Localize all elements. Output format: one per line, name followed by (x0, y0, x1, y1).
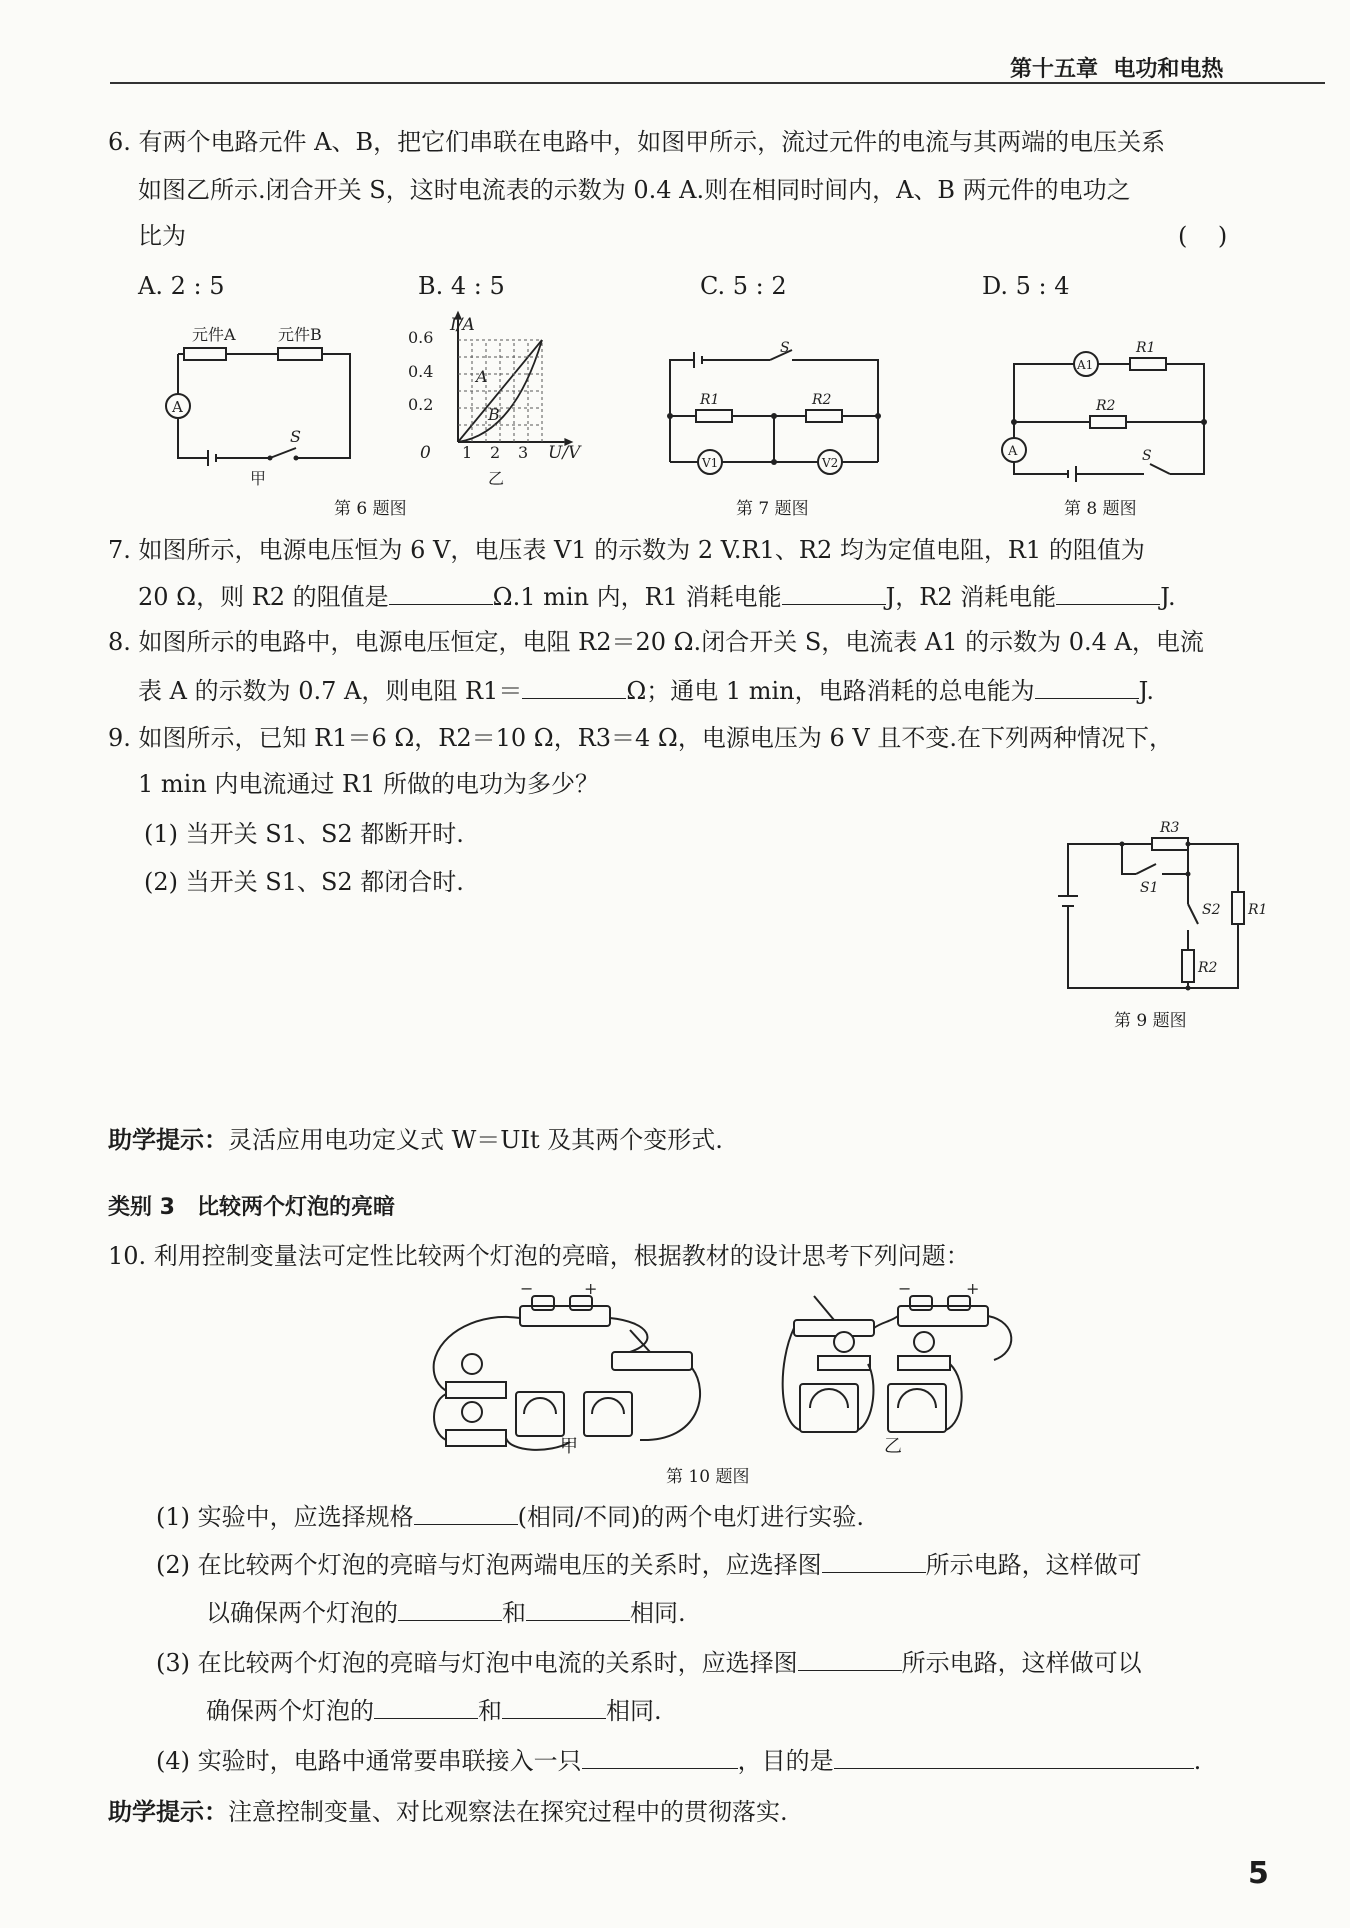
answer-paren: ( ) (1178, 222, 1228, 250)
hint-1 (108, 1124, 723, 1156)
answer-blank[interactable] (526, 1596, 630, 1621)
fig9-caption: 第 9 题图 (1114, 1011, 1187, 1031)
chapter-header (1010, 52, 1223, 83)
q10-s2-text-e: 相同. (630, 1599, 686, 1627)
fig9-circuit (1052, 810, 1272, 1000)
fig10-jia-minus: − (520, 1279, 534, 1298)
q10-s1-text-a: (1) 实验中，应选择规格 (156, 1503, 414, 1531)
answer-blank[interactable] (1056, 580, 1160, 605)
fig7-circuit (660, 338, 890, 488)
q10-sub3-line1 (156, 1646, 1142, 1679)
header-rule (110, 82, 1325, 84)
q6-option-b: B. 4 : 5 (418, 272, 505, 300)
category-3-heading: 类别 3 比较两个灯泡的亮暗 (108, 1195, 395, 1220)
q8-line2 (138, 674, 1154, 707)
fig9-r3-label: R3 (1160, 820, 1180, 836)
curve-a-label: A (476, 367, 488, 386)
fig8-a1-label: A1 (1077, 358, 1094, 372)
q10-s3-text-b: 所示电路，这样做可以 (901, 1649, 1142, 1677)
fig7-caption: 第 7 题图 (736, 499, 809, 519)
fig-jia-label: 甲 (250, 469, 267, 488)
q10-s3-text-e: 相同. (606, 1697, 662, 1725)
q6-option-d: D. 5 : 4 (982, 272, 1070, 300)
fig10-caption: 第 10 题图 (666, 1467, 750, 1487)
answer-blank[interactable] (822, 1548, 926, 1573)
elem-a-label: 元件A (192, 325, 236, 344)
q10-sub2-line1 (156, 1548, 1142, 1581)
x-tick-1: 1 (462, 443, 473, 462)
q10-s1-text-b: (相同/不同)的两个电灯进行实验. (517, 1503, 865, 1531)
fig8-r2-label: R2 (1096, 398, 1116, 414)
y-tick-0.2: 0.2 (408, 395, 434, 414)
fig7-v2-label: V2 (822, 456, 839, 470)
answer-blank[interactable] (798, 1646, 902, 1671)
q10-intro: 10. 利用控制变量法可定性比较两个灯泡的亮暗，根据教材的设计思考下列问题： (108, 1242, 970, 1270)
q10-s2-text-a: (2) 在比较两个灯泡的亮暗与灯泡两端电压的关系时，应选择图 (156, 1551, 822, 1579)
q6-option-c: C. 5 : 2 (700, 272, 787, 300)
q10-sub4 (156, 1744, 1201, 1777)
fig9-s1-label: S1 (1140, 880, 1159, 896)
page-number: 5 (1248, 1856, 1269, 1891)
fig7-r1-label: R1 (700, 392, 720, 408)
fig6-caption: 第 6 题图 (334, 499, 407, 519)
q7-line1: 7. 如图所示，电源电压恒为 6 V，电压表 V1 的示数为 2 V.R1、R2 均为定值电阻，R1 的阻值为 (108, 536, 1145, 564)
q6-option-a: A. 2 : 5 (138, 272, 225, 300)
fig10-jia-apparatus (420, 1279, 720, 1442)
answer-blank[interactable] (782, 580, 886, 605)
q8-text-b: Ω；通电 1 min，电路消耗的总电能为 (626, 677, 1035, 705)
fig-yi-label: 乙 (488, 469, 505, 488)
q10-s3-text-c: 确保两个灯泡的 (206, 1697, 374, 1725)
fig6-jia-circuit (150, 318, 370, 488)
ammeter-label: A (172, 398, 183, 416)
chapter-number: 第十五章 (1010, 57, 1099, 82)
fig8-switch-label: S (1142, 448, 1152, 464)
answer-blank[interactable] (582, 1744, 738, 1769)
fig9-r2-label: R2 (1198, 960, 1218, 976)
fig10-jia-label: 甲 (560, 1436, 578, 1457)
fig9-r1-label: R1 (1248, 902, 1268, 918)
hint-label: 助学提示： (108, 1798, 228, 1826)
answer-blank[interactable] (389, 580, 493, 605)
fig8-circuit (990, 330, 1220, 488)
fig7-switch-label: S (780, 340, 790, 356)
answer-blank[interactable] (1035, 674, 1139, 699)
x-tick-2: 2 (490, 443, 501, 462)
q7-text-d: J. (1160, 583, 1176, 611)
fig10-jia-plus: + (584, 1279, 598, 1298)
q9-line2: 1 min 内电流通过 R1 所做的电功为多少？ (138, 770, 600, 798)
q7-text-a: 20 Ω，则 R2 的阻值是 (138, 583, 389, 611)
hint-text: 灵活应用电功定义式 W＝UIt 及其两个变形式. (228, 1126, 723, 1154)
fig7-v1-label: V1 (702, 456, 719, 470)
answer-blank[interactable] (414, 1500, 518, 1525)
fig6-yi-iu-graph (398, 312, 598, 492)
graph-y-label: I/A (450, 315, 475, 335)
q9-line1: 9. 如图所示，已知 R1＝6 Ω，R2＝10 Ω，R3＝4 Ω，电源电压为 6 V 且不变.在下列两种情况下， (108, 724, 1173, 752)
q10-sub2-line2 (206, 1596, 686, 1629)
q7-text-b: Ω.1 min 内，R1 消耗电能 (492, 583, 782, 611)
fig10-yi-apparatus (778, 1279, 1018, 1442)
q6-line3: 比为 (138, 222, 186, 250)
answer-blank[interactable] (374, 1694, 478, 1719)
answer-blank[interactable] (502, 1694, 606, 1719)
fig10-yi-minus: − (898, 1279, 912, 1298)
hint-2 (108, 1796, 788, 1828)
fig7-r2-label: R2 (812, 392, 832, 408)
q10-s2-text-d: 和 (502, 1599, 526, 1627)
graph-x-label: U/V (548, 443, 581, 463)
answer-blank[interactable] (834, 1744, 1194, 1769)
fig8-a-label: A (1008, 444, 1018, 459)
q7-line2 (138, 580, 1176, 613)
q8-text-c: J. (1138, 677, 1155, 705)
q9-sub1: (1) 当开关 S1、S2 都断开时. (144, 820, 464, 848)
answer-blank[interactable] (398, 1596, 502, 1621)
y-tick-0.4: 0.4 (408, 362, 434, 381)
fig8-r1-label: R1 (1136, 340, 1156, 356)
q10-s3-text-d: 和 (478, 1697, 502, 1725)
fig10-yi-label: 乙 (884, 1436, 902, 1457)
q6-line2: 如图乙所示.闭合开关 S，这时电流表的示数为 0.4 A.则在相同时间内，A、B 两元件的电功之 (138, 176, 1131, 204)
hint-label: 助学提示： (108, 1126, 228, 1154)
q7-text-c: J，R2 消耗电能 (885, 583, 1057, 611)
fig9-s2-label: S2 (1202, 902, 1221, 918)
switch-label: S (290, 427, 301, 446)
answer-blank[interactable] (522, 674, 626, 699)
q10-s4-text-c: . (1193, 1747, 1202, 1775)
q10-s3-text-a: (3) 在比较两个灯泡的亮暗与灯泡中电流的关系时，应选择图 (156, 1649, 798, 1677)
q10-s4-text-a: (4) 实验时，电路中通常要串联接入一只 (156, 1747, 582, 1775)
fig8-caption: 第 8 题图 (1064, 499, 1137, 519)
q9-sub2: (2) 当开关 S1、S2 都闭合时. (144, 868, 464, 896)
chapter-title: 电功和电热 (1113, 57, 1224, 82)
hint-text: 注意控制变量、对比观察法在探究过程中的贯彻落实. (228, 1798, 788, 1826)
graph-origin: 0 (420, 443, 431, 463)
q10-s4-text-b: ，目的是 (737, 1747, 834, 1775)
q10-sub3-line2 (206, 1694, 662, 1727)
curve-b-label: B (488, 405, 500, 424)
q8-line1: 8. 如图所示的电路中，电源电压恒定，电阻 R2＝20 Ω.闭合开关 S，电流表 A1 的示数为 0.4 A，电流 (108, 628, 1204, 656)
q10-s2-text-b: 所示电路，这样做可 (925, 1551, 1142, 1579)
x-tick-3: 3 (518, 443, 529, 462)
q10-s2-text-c: 以确保两个灯泡的 (206, 1599, 398, 1627)
q6-line1: 6. 有两个电路元件 A、B，把它们串联在电路中，如图甲所示，流过元件的电流与其两端的电压关系 (108, 128, 1166, 156)
q8-text-a: 表 A 的示数为 0.7 A，则电阻 R1＝ (138, 677, 523, 705)
q10-sub1 (156, 1500, 864, 1533)
y-tick-0.6: 0.6 (408, 328, 434, 347)
fig10-yi-plus: + (966, 1279, 980, 1298)
elem-b-label: 元件B (278, 325, 322, 344)
